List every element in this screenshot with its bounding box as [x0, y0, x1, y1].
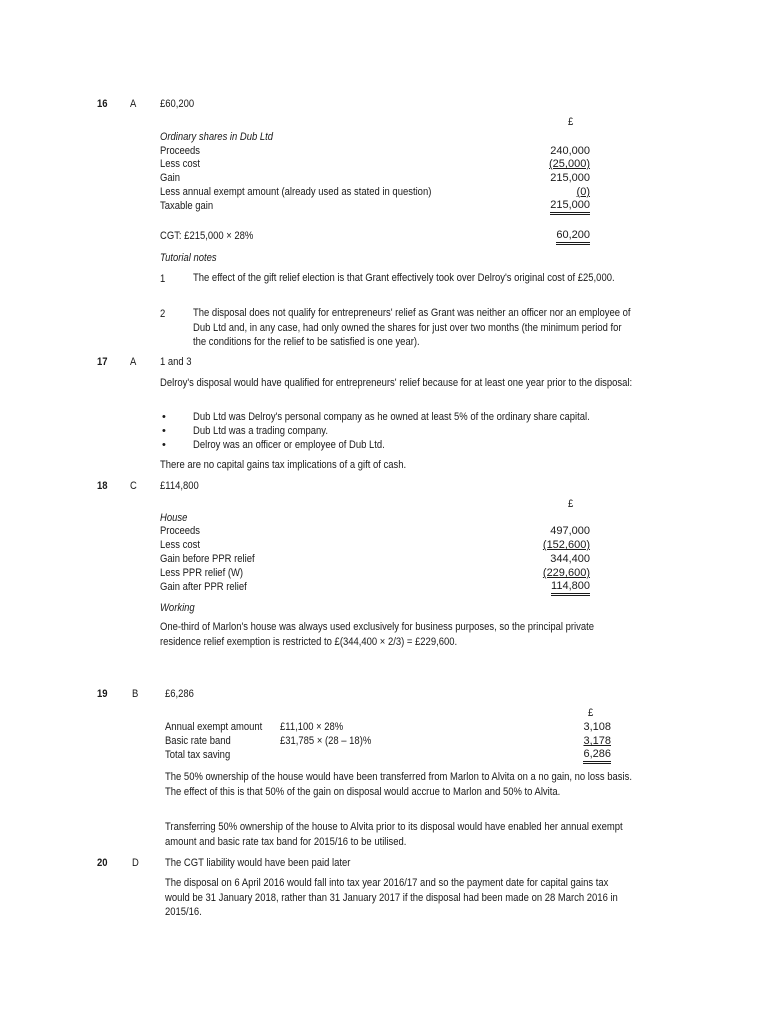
q16-answer: £60,200 — [160, 98, 195, 110]
q20-letter: D — [132, 857, 139, 869]
q16-row-label: Gain — [160, 172, 180, 184]
q16-row-label: Proceeds — [160, 145, 200, 157]
q19-row-value: 3,108 — [583, 721, 611, 733]
q16-cgt-value: 60,200 — [556, 229, 590, 245]
q18-letter: C — [130, 480, 137, 492]
q19-row-calc: £11,100 × 28% — [280, 721, 344, 733]
q16-note-number: 2 — [160, 308, 166, 320]
q19-answer: £6,286 — [165, 688, 194, 700]
q19-row-calc: £31,785 × (28 – 18)% — [280, 735, 372, 747]
q16-row-value: 240,000 — [550, 145, 590, 157]
q17-intro: Delroy's disposal would have qualified for entrepreneurs' relief because for at least one year prior to the disposal: — [160, 377, 633, 389]
q16-notes-title: Tutorial notes — [160, 252, 217, 264]
q16-note-number: 1 — [160, 273, 166, 285]
q19-para: The 50% ownership of the house would have been transferred from Marlon to Alvita on a no gain, no loss basis. The effect of this is that 50% of the gain on disposal would accrue to Marlon and 50% to Alvita. — [165, 771, 632, 798]
q18-row-label: Less PPR relief (W) — [160, 567, 244, 579]
q18-section-title: House — [160, 512, 188, 524]
q17-bullet: Dub Ltd was a trading company. — [193, 425, 328, 437]
q18-number: 18 — [97, 480, 108, 492]
q19-row-label: Annual exempt amount — [165, 721, 263, 733]
q16-note-text: The disposal does not qualify for entrepreneurs' relief as Grant was neither an officer nor an employee of Dub Ltd and, in any case, had only owned the shares for just over two months (the minimum period for the conditions for the relief to be satisfied is one year). — [193, 307, 631, 348]
q16-note-text: The effect of the gift relief election is that Grant effectively took over Delroy's original cost of £25,000. — [193, 272, 615, 284]
q18-currency-header: £ — [568, 498, 574, 510]
q18-working-text: One-third of Marlon's house was always used exclusively for business purposes, so the principal private residence relief exemption is restricted to £(344,400 × 2/3) = £229,600. — [160, 621, 595, 648]
bullet-icon: • — [162, 425, 166, 437]
q16-section-title: Ordinary shares in Dub Ltd — [160, 131, 274, 143]
q19-para: Transferring 50% ownership of the house to Alvita prior to its disposal would have enabled her annual exempt amount and basic rate tax band for 2015/16 to be utilised. — [165, 821, 623, 848]
q18-row-label: Gain before PPR relief — [160, 553, 255, 565]
q17-letter: A — [130, 356, 137, 368]
q18-row-value: (152,600) — [542, 539, 590, 551]
q18-row-value: 114,800 — [551, 580, 590, 596]
q16-row-value: 215,000 — [550, 199, 590, 215]
q18-row-value: 344,400 — [550, 553, 590, 565]
q16-row-value: (0) — [576, 186, 590, 198]
q16-cgt-label: CGT: £215,000 × 28% — [160, 230, 254, 242]
q20-number: 20 — [97, 857, 108, 869]
q17-number: 17 — [97, 356, 108, 368]
q18-row-value: 497,000 — [550, 525, 590, 537]
q16-number: 16 — [97, 98, 108, 110]
q18-answer: £114,800 — [160, 480, 199, 492]
bullet-icon: • — [162, 439, 166, 451]
q19-letter: B — [132, 688, 139, 700]
q18-row-value: (229,600) — [542, 567, 590, 579]
q17-answer: 1 and 3 — [160, 356, 192, 368]
q16-row-value: (25,000) — [549, 158, 590, 170]
q19-row-value: 6,286 — [583, 748, 611, 764]
q16-row-label: Less annual exempt amount (already used as stated in question) — [160, 186, 432, 198]
q19-currency-header: £ — [588, 707, 594, 719]
q19-row-value: 3,178 — [583, 735, 611, 747]
q18-row-label: Less cost — [160, 539, 200, 551]
q18-row-label: Proceeds — [160, 525, 200, 537]
q20-answer: The CGT liability would have been paid later — [165, 857, 351, 869]
q19-number: 19 — [97, 688, 108, 700]
q18-working-title: Working — [160, 602, 195, 614]
q16-row-value: 215,000 — [550, 172, 590, 184]
q17-bullet: Dub Ltd was Delroy's personal company as he owned at least 5% of the ordinary share capital. — [193, 411, 590, 423]
q17-bullet: Delroy was an officer or employee of Dub Ltd. — [193, 439, 385, 451]
q19-row-label: Basic rate band — [165, 735, 231, 747]
q16-currency-header: £ — [568, 116, 574, 128]
q16-letter: A — [130, 98, 137, 110]
bullet-icon: • — [162, 411, 166, 423]
q17-closing: There are no capital gains tax implications of a gift of cash. — [160, 459, 407, 471]
q16-row-label: Taxable gain — [160, 200, 214, 212]
q19-row-label: Total tax saving — [165, 749, 231, 761]
q18-row-label: Gain after PPR relief — [160, 581, 247, 593]
q20-para: The disposal on 6 April 2016 would fall into tax year 2016/17 and so the payment date for capital gains tax would be 31 January 2018, rather than 31 January 2017 if the disposal had been made on 28 March 2016 in 2015/16. — [165, 877, 618, 918]
q16-row-label: Less cost — [160, 158, 200, 170]
